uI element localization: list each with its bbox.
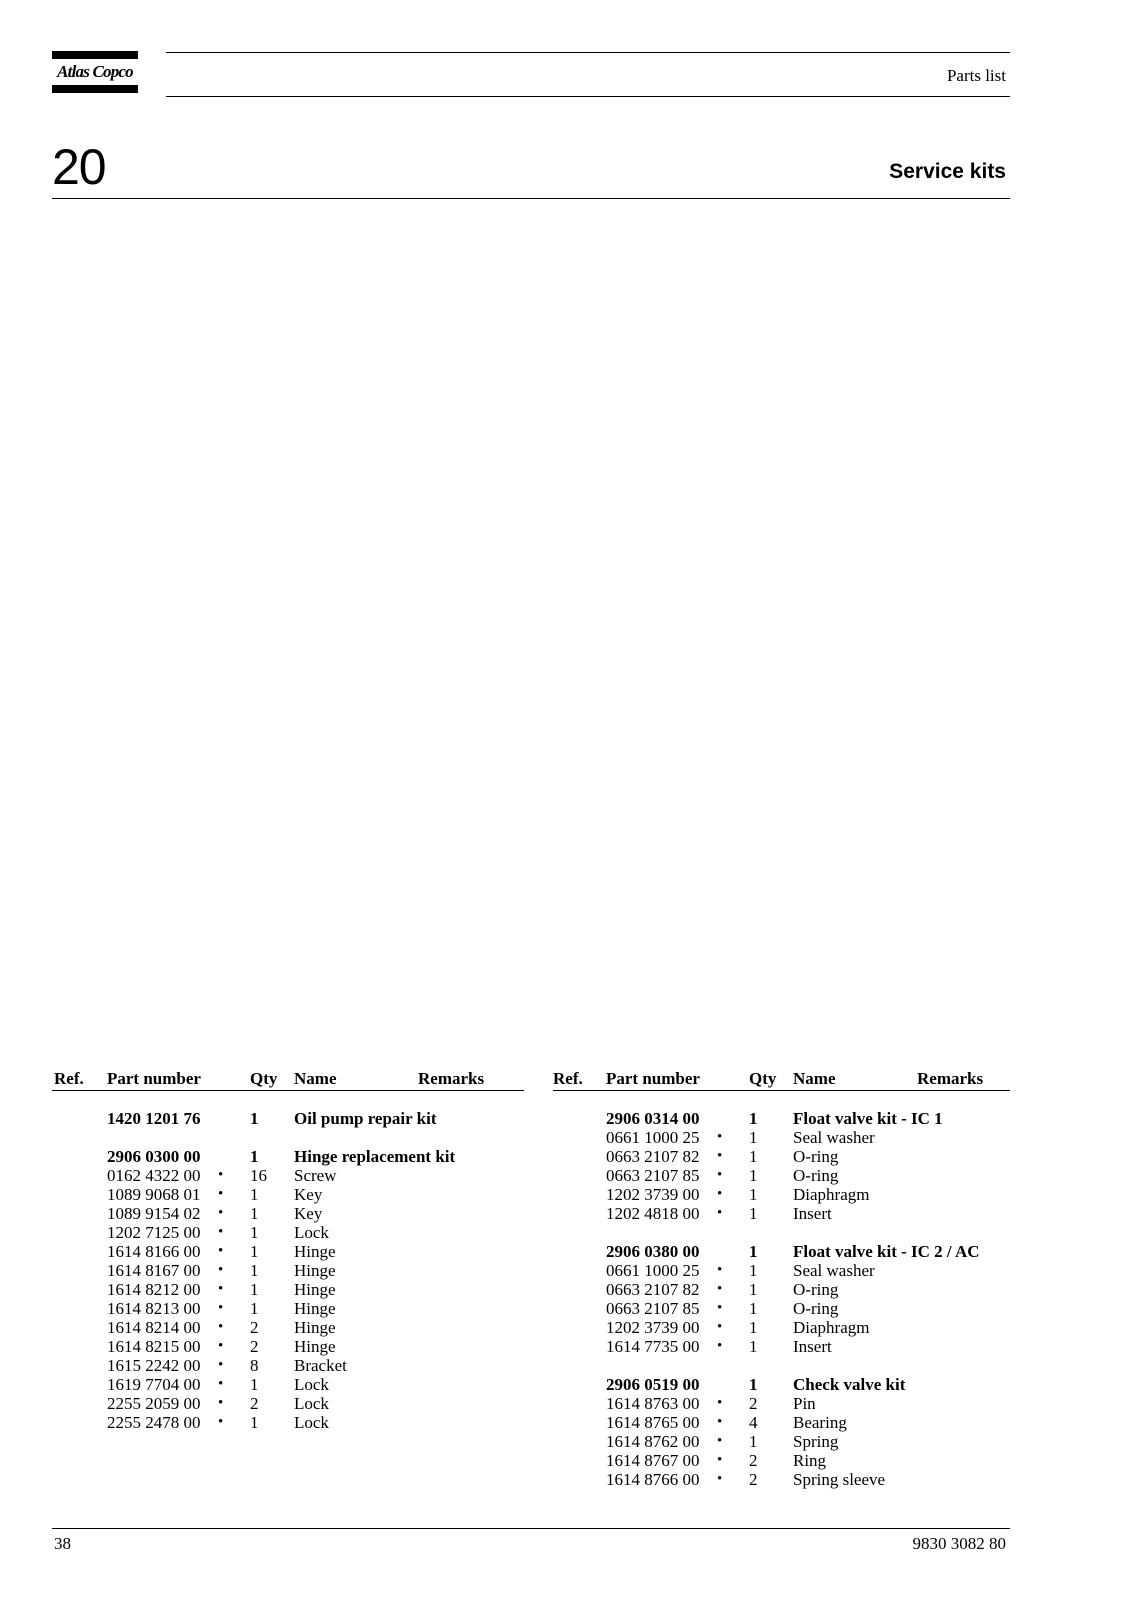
qty-cell: 16: [250, 1166, 267, 1185]
qty-cell: 2: [250, 1337, 259, 1356]
part-number-cell: 1614 8763 00: [606, 1394, 700, 1413]
name-cell: Insert: [793, 1204, 832, 1223]
bullet-icon: •: [717, 1186, 723, 1202]
name-cell: Hinge replacement kit: [294, 1147, 456, 1166]
name-cell: Hinge: [294, 1318, 336, 1337]
part-number-cell: 1614 8214 00: [107, 1318, 201, 1337]
qty-cell: 1: [749, 1128, 758, 1147]
part-number-cell: 2906 0314 00: [606, 1109, 700, 1128]
bullet-icon: •: [717, 1395, 723, 1411]
qty-cell: 1: [250, 1204, 259, 1223]
part-number-cell: 1614 8167 00: [107, 1261, 201, 1280]
ref-header: Ref.: [54, 1069, 84, 1088]
part-number-cell: 1420 1201 76: [107, 1109, 201, 1128]
bullet-icon: •: [717, 1433, 723, 1449]
name-cell: Hinge: [294, 1242, 336, 1261]
qty-cell: 1: [250, 1413, 259, 1432]
part-number-cell: 1614 7735 00: [606, 1337, 700, 1356]
header-bottom-rule: [166, 96, 1010, 97]
bullet-icon: •: [717, 1148, 723, 1164]
bullet-icon: •: [717, 1262, 723, 1278]
part-number-cell: 1614 8213 00: [107, 1299, 201, 1318]
document-number: 9830 3082 80: [912, 1534, 1006, 1553]
qty-header: Qty: [749, 1069, 777, 1088]
part-number-cell: 2906 0519 00: [606, 1375, 700, 1394]
part-number-cell: 2906 0380 00: [606, 1242, 700, 1261]
name-cell: Lock: [294, 1413, 329, 1432]
logo-bottom-bar: [52, 85, 138, 93]
name-cell: Screw: [294, 1166, 337, 1185]
qty-cell: 1: [749, 1242, 758, 1261]
qty-cell: 8: [250, 1356, 259, 1375]
bullet-icon: •: [218, 1300, 224, 1316]
qty-header: Qty: [250, 1069, 278, 1088]
bullet-icon: •: [218, 1205, 224, 1221]
qty-cell: 1: [749, 1204, 758, 1223]
bullet-icon: •: [218, 1224, 224, 1240]
part-number-cell: 1615 2242 00: [107, 1356, 201, 1375]
part-number-cell: 1614 8166 00: [107, 1242, 201, 1261]
bullet-icon: •: [218, 1167, 224, 1183]
part-number-cell: 1614 8215 00: [107, 1337, 201, 1356]
part-number-cell: 2255 2059 00: [107, 1394, 201, 1413]
qty-cell: 1: [749, 1109, 758, 1128]
part-number-cell: 0661 1000 25: [606, 1261, 700, 1280]
name-cell: Key: [294, 1185, 323, 1204]
header-top-rule: [166, 52, 1010, 53]
qty-cell: 1: [250, 1299, 259, 1318]
logo-text: Atlas Copco: [57, 62, 133, 81]
name-cell: Spring: [793, 1432, 839, 1451]
qty-cell: 1: [749, 1299, 758, 1318]
qty-cell: 2: [749, 1451, 758, 1470]
remarks-header: Remarks: [917, 1069, 984, 1088]
name-cell: Oil pump repair kit: [294, 1109, 437, 1128]
part-number-cell: 1614 8767 00: [606, 1451, 700, 1470]
part-number-cell: 1614 8765 00: [606, 1413, 700, 1432]
atlas-copco-logo: [52, 51, 138, 94]
part-number-cell: 1202 3739 00: [606, 1318, 700, 1337]
qty-cell: 1: [250, 1109, 259, 1128]
part-number-cell: 0663 2107 82: [606, 1147, 700, 1166]
qty-cell: 2: [749, 1394, 758, 1413]
part-number-header: Part number: [606, 1069, 700, 1088]
qty-cell: 2: [250, 1394, 259, 1413]
name-cell: O-ring: [793, 1166, 839, 1185]
bullet-icon: •: [717, 1281, 723, 1297]
name-cell: Check valve kit: [793, 1375, 906, 1394]
bullet-icon: •: [218, 1357, 224, 1373]
chapter-number: 20: [52, 139, 106, 195]
part-number-cell: 1202 3739 00: [606, 1185, 700, 1204]
qty-cell: 1: [749, 1318, 758, 1337]
bullet-icon: •: [717, 1205, 723, 1221]
part-number-cell: 0663 2107 85: [606, 1166, 700, 1185]
name-cell: Lock: [294, 1394, 329, 1413]
part-number-cell: 1614 8762 00: [606, 1432, 700, 1451]
part-number-cell: 1619 7704 00: [107, 1375, 201, 1394]
qty-cell: 1: [749, 1261, 758, 1280]
name-cell: O-ring: [793, 1147, 839, 1166]
name-cell: O-ring: [793, 1280, 839, 1299]
name-cell: Lock: [294, 1375, 329, 1394]
name-cell: Hinge: [294, 1280, 336, 1299]
part-number-cell: 0661 1000 25: [606, 1128, 700, 1147]
name-cell: Ring: [793, 1451, 827, 1470]
qty-cell: 1: [250, 1185, 259, 1204]
part-number-cell: 1089 9068 01: [107, 1185, 201, 1204]
part-number-cell: 0663 2107 85: [606, 1299, 700, 1318]
name-cell: Seal washer: [793, 1128, 875, 1147]
bullet-icon: •: [717, 1167, 723, 1183]
name-cell: Float valve kit - IC 2 / AC: [793, 1242, 980, 1261]
name-cell: Hinge: [294, 1299, 336, 1318]
chapter-title: Service kits: [889, 160, 1006, 183]
qty-cell: 2: [749, 1470, 758, 1489]
name-cell: Pin: [793, 1394, 816, 1413]
name-cell: Bearing: [793, 1413, 847, 1432]
header-label: Parts list: [946, 66, 1006, 85]
bullet-icon: •: [717, 1300, 723, 1316]
qty-cell: 1: [749, 1147, 758, 1166]
footer-rule: [52, 1528, 1010, 1529]
qty-cell: 1: [250, 1242, 259, 1261]
chapter-rule: [52, 198, 1010, 199]
remarks-header: Remarks: [418, 1069, 485, 1088]
name-cell: Diaphragm: [793, 1185, 870, 1204]
bullet-icon: •: [717, 1471, 723, 1487]
part-number-cell: 0162 4322 00: [107, 1166, 201, 1185]
name-cell: O-ring: [793, 1299, 839, 1318]
bullet-icon: •: [717, 1452, 723, 1468]
bullet-icon: •: [218, 1376, 224, 1392]
logo-top-bar: [52, 51, 138, 59]
bullet-icon: •: [218, 1338, 224, 1354]
part-number-cell: 0663 2107 82: [606, 1280, 700, 1299]
part-number-cell: 2906 0300 00: [107, 1147, 201, 1166]
qty-cell: 1: [749, 1166, 758, 1185]
bullet-icon: •: [218, 1414, 224, 1430]
name-cell: Seal washer: [793, 1261, 875, 1280]
part-number-cell: 1202 7125 00: [107, 1223, 201, 1242]
bullet-icon: •: [717, 1414, 723, 1430]
bullet-icon: •: [218, 1281, 224, 1297]
part-number-cell: 1614 8212 00: [107, 1280, 201, 1299]
name-cell: Bracket: [294, 1356, 347, 1375]
name-header: Name: [294, 1069, 337, 1088]
page-number: 38: [54, 1534, 71, 1553]
name-cell: Diaphragm: [793, 1318, 870, 1337]
part-number-cell: 1202 4818 00: [606, 1204, 700, 1223]
part-number-cell: 1614 8766 00: [606, 1470, 700, 1489]
qty-cell: 1: [250, 1223, 259, 1242]
qty-cell: 1: [250, 1147, 259, 1166]
name-cell: Spring sleeve: [793, 1470, 886, 1489]
bullet-icon: •: [218, 1243, 224, 1259]
qty-cell: 4: [749, 1413, 758, 1432]
ref-header: Ref.: [553, 1069, 583, 1088]
qty-cell: 1: [749, 1375, 758, 1394]
qty-cell: 1: [749, 1185, 758, 1204]
qty-cell: 1: [749, 1280, 758, 1299]
bullet-icon: •: [218, 1319, 224, 1335]
name-cell: Hinge: [294, 1261, 336, 1280]
bullet-icon: •: [717, 1319, 723, 1335]
name-header: Name: [793, 1069, 836, 1088]
part-number-cell: 2255 2478 00: [107, 1413, 201, 1432]
qty-cell: 1: [749, 1337, 758, 1356]
name-cell: Insert: [793, 1337, 832, 1356]
qty-cell: 1: [749, 1432, 758, 1451]
name-cell: Key: [294, 1204, 323, 1223]
qty-cell: 1: [250, 1375, 259, 1394]
qty-cell: 2: [250, 1318, 259, 1337]
bullet-icon: •: [717, 1338, 723, 1354]
name-cell: Lock: [294, 1223, 329, 1242]
name-cell: Hinge: [294, 1337, 336, 1356]
name-cell: Float valve kit - IC 1: [793, 1109, 943, 1128]
bullet-icon: •: [717, 1129, 723, 1145]
right-table-header-rule: [553, 1090, 1010, 1091]
left-table-header-rule: [52, 1090, 524, 1091]
qty-cell: 1: [250, 1280, 259, 1299]
bullet-icon: •: [218, 1262, 224, 1278]
bullet-icon: •: [218, 1395, 224, 1411]
bullet-icon: •: [218, 1186, 224, 1202]
part-number-cell: 1089 9154 02: [107, 1204, 201, 1223]
part-number-header: Part number: [107, 1069, 201, 1088]
qty-cell: 1: [250, 1261, 259, 1280]
